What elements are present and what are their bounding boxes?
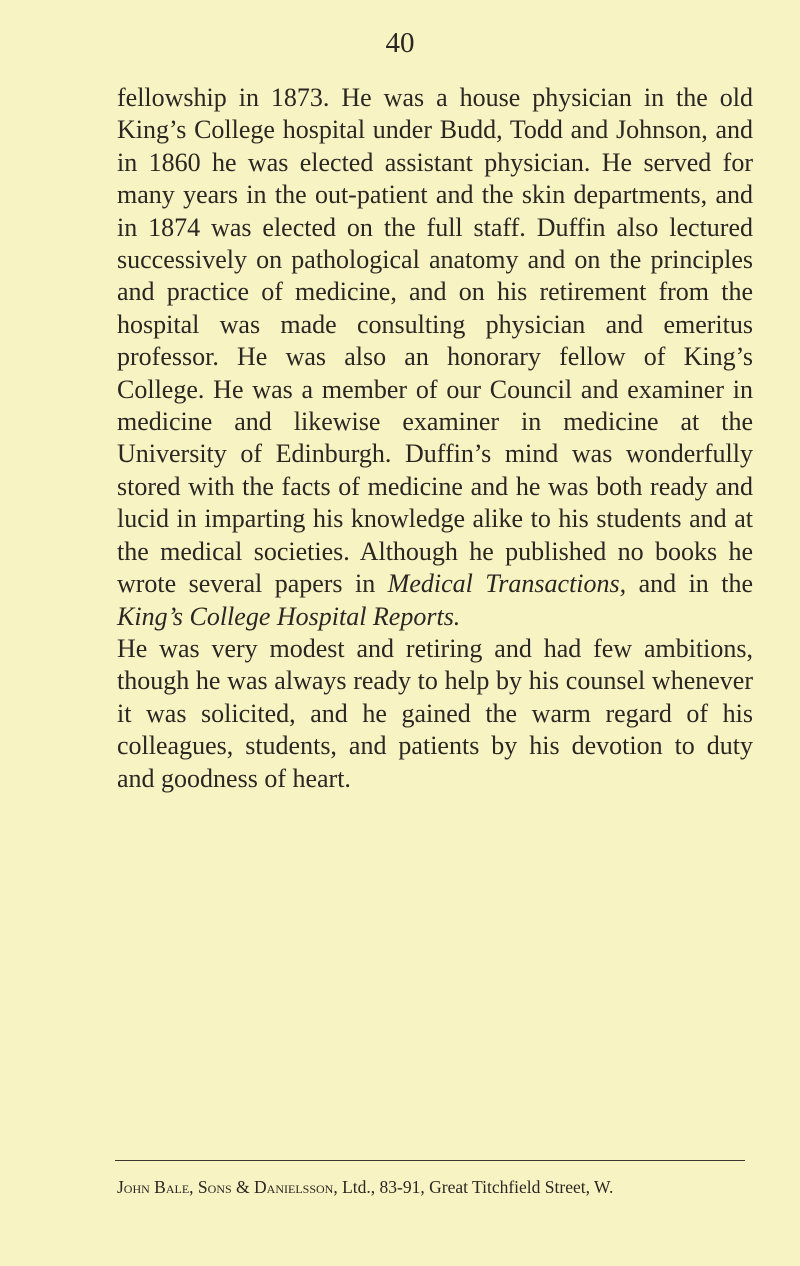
paragraph-1-text: fellowship in 1873. He was a house physician in the old King’s College hospital under Budd, Todd and Johnson, and in 1860 he was elected assistant physician. He served for many years in the out-patient and the skin departments, and in 1874 was elected on the full staff. Duffin also lectured successively on pathological anatomy and on the principles and practice of medicine, and on his retirement from the hospital was made consulting physician and emeritus professor. He was also an honorary fellow of King’s College. He was a member of our Council and examiner in medicine and likewise examiner in medicine at the University of Edinburgh. Duffin’s mind was wonderfully stored with the facts of medicine and he was both ready and lucid in imparting his knowledge alike to his students and at the medical societies. Although he published no books he wrote several papers in <box>117 83 753 599</box>
paragraph-1-text-cont: and in the <box>638 569 753 599</box>
printer-imprint <box>117 1176 747 1198</box>
paragraph-1 <box>117 82 753 633</box>
imprint-address: Ltd., 83-91, Great Titchfield Street, W. <box>342 1177 614 1197</box>
body-text <box>117 82 753 795</box>
italic-title-medical-transactions: Medical Transactions, <box>387 569 627 599</box>
imprint-names: John Bale, Sons & Danielsson, <box>117 1177 338 1197</box>
page-number: 40 <box>385 27 415 59</box>
footer-rule <box>115 1160 745 1161</box>
paragraph-2: He was very modest and retiring and had few ambitions, though he was always ready to help by his counsel whenever it was solicited, and he gained the warm regard of his colleagues, students, and patients by his devotion to duty and goodness of heart. <box>117 633 753 793</box>
italic-title-kings-college-reports: King’s College Hospital Reports. <box>117 601 461 631</box>
